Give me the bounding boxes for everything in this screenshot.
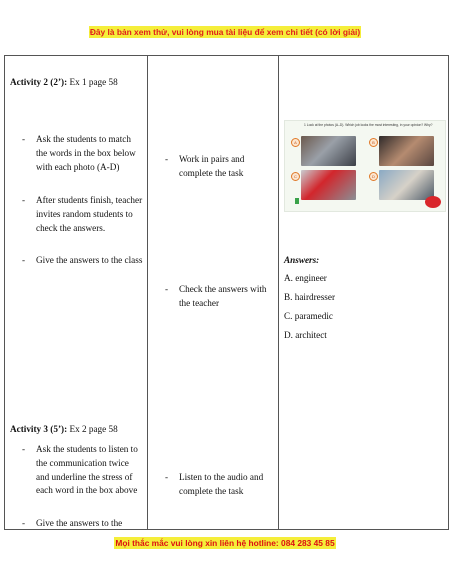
textbook-badge-icon [425,196,441,208]
photo-c-paramedic [301,170,356,200]
photo-label-c: C [291,172,300,181]
answer-c: C. paramedic [284,311,333,321]
photo-label-a: A [291,138,300,147]
lesson-table [4,55,449,530]
activity3-title: Activity 3 (5’): Ex 2 page 58 [10,424,118,434]
photo-label-d: D [369,172,378,181]
student-activities-column: - Work in pairs and complete the task - Check the answers with the teacher - Listen to the audio and complete the task [148,56,279,530]
content-column [279,56,449,530]
photo-a-engineer [301,136,356,166]
textbook-photo-exercise [284,120,446,212]
answer-a: A. engineer [284,273,327,283]
photo-d-architect [379,170,434,200]
hotline-banner: Mọi thắc mắc vui lòng xin liên hệ hotline: 084 283 45 85 [115,538,335,548]
answers-heading: Answers: [284,255,320,265]
activity2-title: Activity 2 (2’): Ex 1 page 58 [10,77,118,87]
photo-label-b: B [369,138,378,147]
photo-b-hairdresser [379,136,434,166]
teacher-activities-column: Activity 2 (2’): Ex 1 page 58 - Ask the students to match the words in the box below with each photo (A-D) - After students finish, teacher invites random students to check the answers. - Give the answers to the class Activity 3 (5’): Ex 2 page 58 - Ask the students to listen to the communication twice and underline the stress of each word in the box above - Give the answers to the [5,56,148,530]
answer-b: B. hairdresser [284,292,336,302]
answer-d: D. architect [284,330,327,340]
photo-exercise-caption: 1 Look at the photos (A–D). Which job looks the most interesting, in your opinion? Why? [304,123,433,127]
preview-banner: Đây là bản xem thử, vui lòng mua tài liệu để xem chi tiết (có lời giải) [89,27,361,37]
book-marker-icon [295,198,299,204]
